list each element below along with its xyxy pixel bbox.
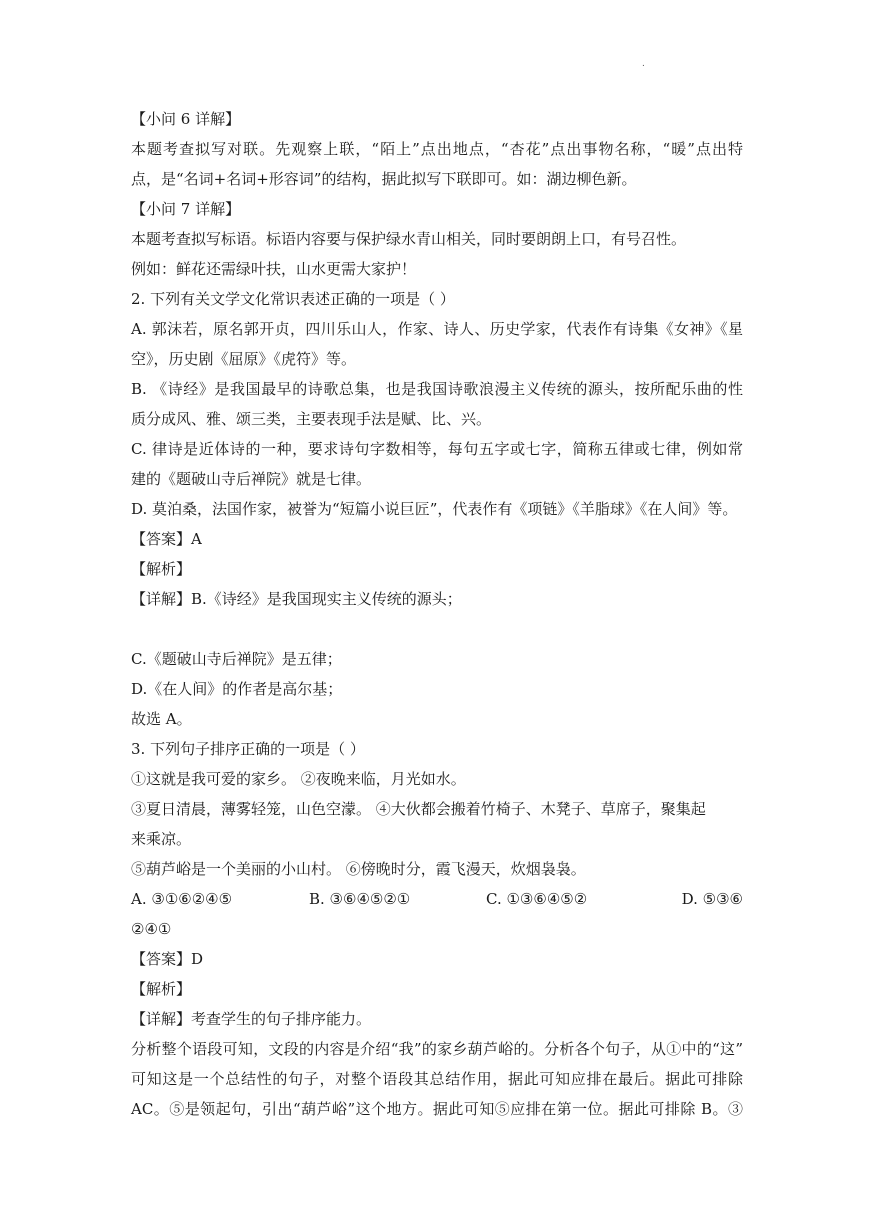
- page-header-mark: .: [642, 58, 645, 69]
- detail-line: D.《在人间》的作者是高尔基；: [131, 680, 343, 698]
- question-3-option-b: B. ③⑥④⑤②①: [309, 890, 411, 908]
- paragraph-line: AC。⑤是领起句，引出“葫芦峪”这个地方。据此可知⑤应排在第一位。据此可排除 B。③: [131, 1100, 743, 1118]
- paragraph-line: 例如：鲜花还需绿叶扶，山水更需大家护！: [131, 260, 417, 278]
- sentence-line: ③夏日清晨，薄雾轻笼，山色空濛。 ④大伙都会搬着竹椅子、木凳子、草席子，聚集起: [131, 800, 706, 818]
- blank-gap: [131, 614, 743, 644]
- sentence-line: ⑤葫芦峪是一个美丽的小山村。 ⑥傍晚时分，霞飞漫天，炊烟袅袅。: [131, 860, 586, 878]
- paragraph-line: 点，是“名词+名词+形容词”的结构，据此拟写下联即可。如：湖边柳色新。: [131, 170, 637, 188]
- paragraph-line: 分析整个语段可知，文段的内容是介绍“我”的家乡葫芦峪的。分析各个句子，从①中的“这”: [131, 1040, 743, 1058]
- question-2-option-b: B. 《诗经》是我国最早的诗歌总集，也是我国诗歌浪漫主义传统的源头，按所配乐曲的性: [131, 380, 743, 398]
- question-2-option-a-cont: 空》，历史剧《屈原》《虎符》等。: [131, 350, 357, 368]
- detail-line: 【详解】B.《诗经》是我国现实主义传统的源头；: [131, 590, 462, 608]
- question-3-option-a: A. ③①⑥②④⑤: [131, 890, 233, 908]
- question-2-option-a: A. 郭沫若，原名郭开贞，四川乐山人，作家、诗人、历史学家，代表作有诗集《女神》《星: [131, 320, 743, 338]
- question-3-option-c: C. ①③⑥④⑤②: [486, 890, 588, 908]
- section-heading-q6: 【小问 6 详解】: [131, 110, 241, 128]
- question-3-option-d-cont: ②④①: [131, 920, 172, 938]
- sentence-line: ①这就是我可爱的家乡。 ②夜晚来临，月光如水。: [131, 770, 466, 788]
- analysis-label: 【解析】: [131, 980, 192, 998]
- paragraph-line: 本题考查拟写对联。先观察上联，“陌上”点出地点，“杏花”点出事物名称，“暖”点出特: [131, 140, 743, 158]
- question-2-option-c-cont: 建的《题破山寺后禅院》就是七律。: [131, 470, 372, 488]
- question-2-option-b-cont: 质分成风、雅、颂三类，主要表现手法是赋、比、兴。: [131, 410, 492, 428]
- question-2-option-c: C. 律诗是近体诗的一种，要求诗句字数相等，每句五字或七字，简称五律或七律，例如常: [131, 440, 743, 458]
- document-body: [131, 104, 743, 1124]
- sentence-line: 来乘凉。: [131, 830, 192, 848]
- answer-label: 【答案】D: [131, 950, 204, 968]
- question-3-stem: 3. 下列句子排序正确的一项是（ ）: [131, 740, 365, 758]
- section-heading-q7: 【小问 7 详解】: [131, 200, 241, 218]
- question-3-option-d: D. ⑤③⑥: [681, 890, 743, 908]
- paragraph-line: 可知这是一个总结性的句子，对整个语段其总结作用，据此可知应排在最后。据此可排除: [131, 1070, 743, 1088]
- question-3-options: [131, 884, 743, 914]
- detail-line: 【详解】考查学生的句子排序能力。: [131, 1010, 372, 1028]
- question-2-option-d: D. 莫泊桑，法国作家，被誉为“短篇小说巨匠”，代表作有《项链》《羊脂球》《在人间》等。: [131, 500, 738, 518]
- answer-label: 【答案】A: [131, 530, 202, 548]
- detail-line: C.《题破山寺后禅院》是五律；: [131, 650, 342, 668]
- paragraph-line: 本题考查拟写标语。标语内容要与保护绿水青山相关，同时要朗朗上口，有号召性。: [131, 230, 687, 248]
- question-2-stem: 2. 下列有关文学文化常识表述正确的一项是（ ）: [131, 290, 455, 308]
- detail-line: 故选 A。: [131, 710, 192, 728]
- analysis-label: 【解析】: [131, 560, 192, 578]
